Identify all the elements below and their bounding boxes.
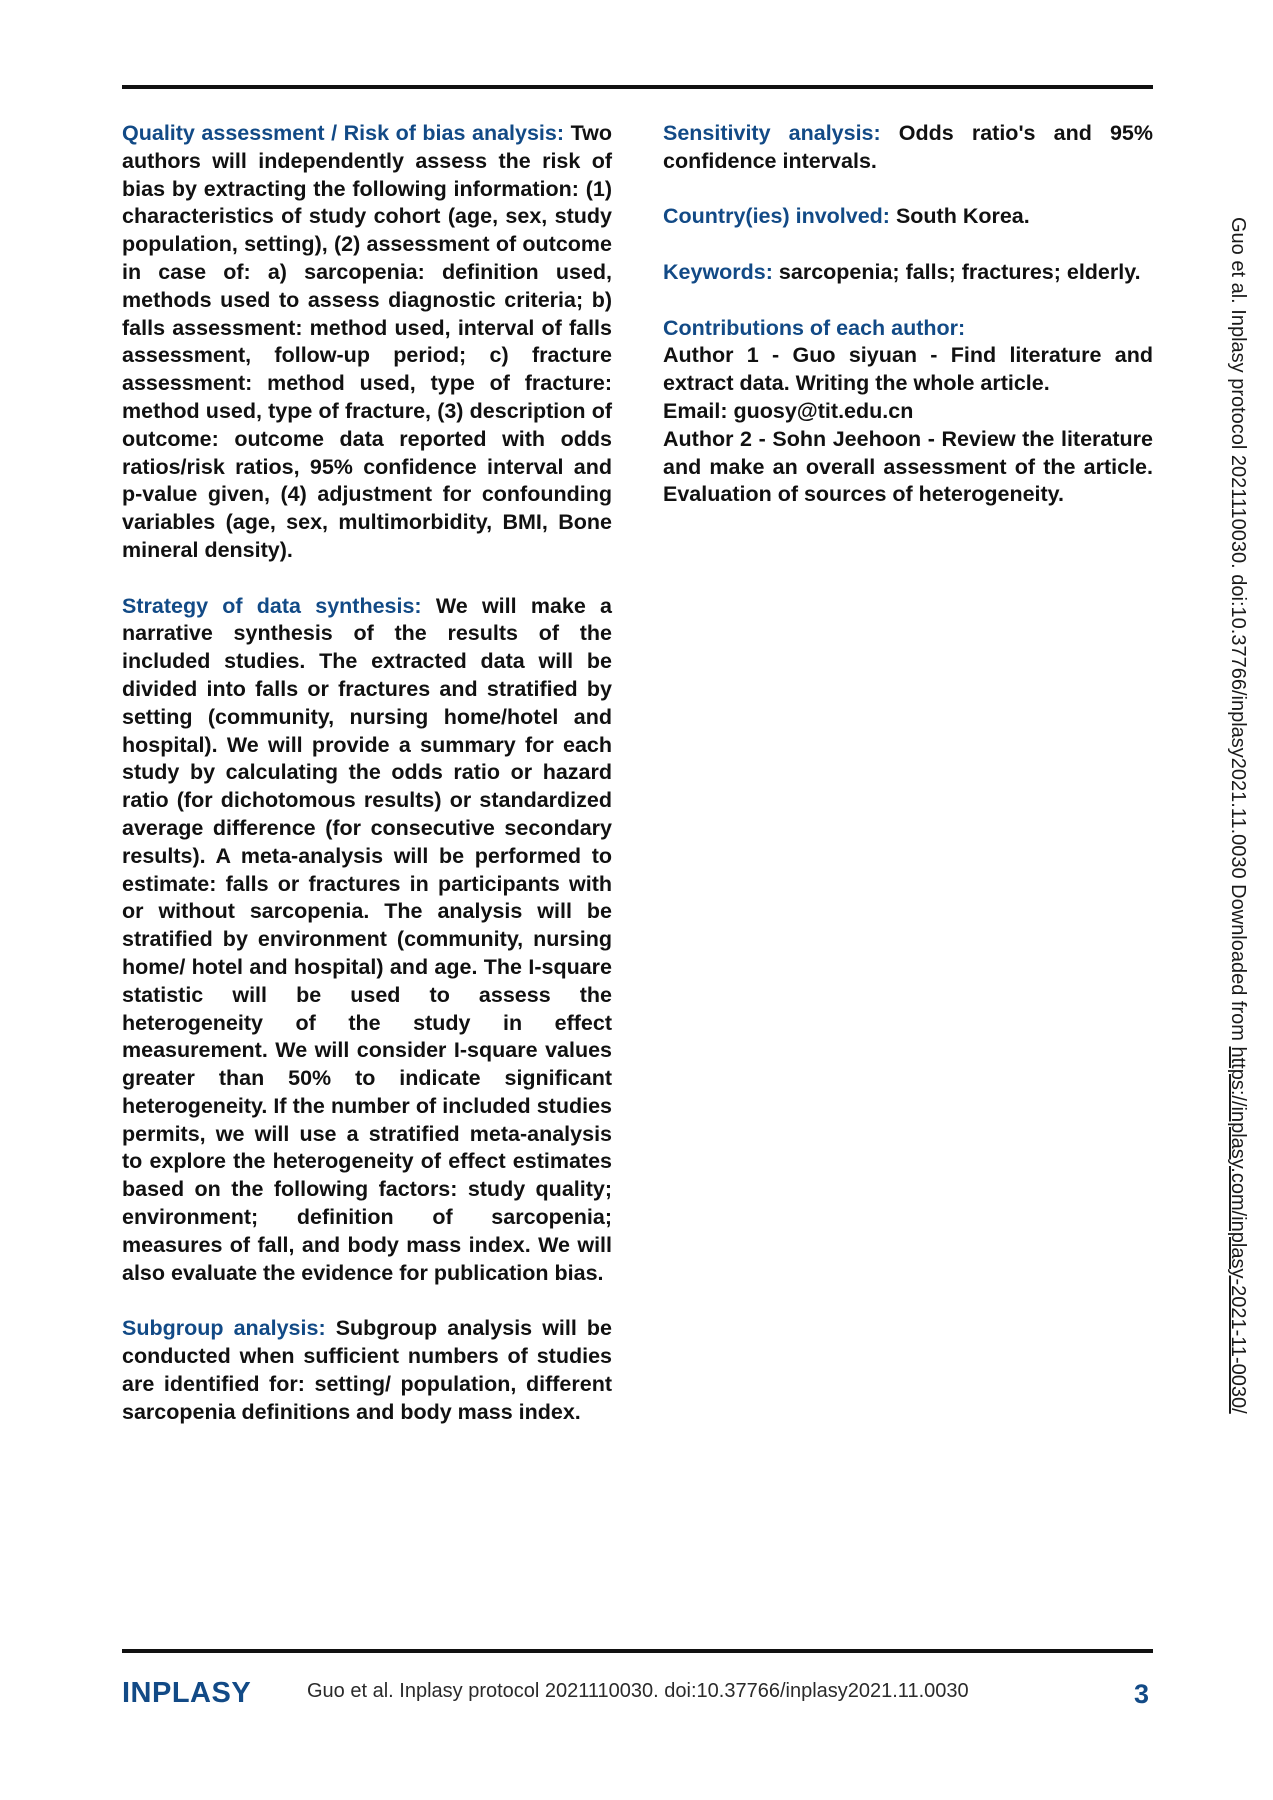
strategy-section (122, 593, 612, 1288)
left-column (122, 120, 612, 1454)
country-heading: Country(ies) involved: (663, 204, 890, 229)
bottom-rule (122, 1649, 1153, 1653)
side-note-link[interactable]: https://inplasy.com/inplasy-2021-11-0030/ (1227, 1046, 1249, 1414)
country-section (663, 203, 1153, 231)
subgroup-text: Subgroup analysis will be conducted when sufficient numbers of studies are identified for: setting/ population, different sarcopenia definitions and body mass index. (122, 1316, 612, 1424)
strategy-text: We will make a narrative synthesis of the results of the included studies. The extracted data will be divided into falls or fractures and stratified by setting (community, nursing home/hotel and hospital). We will provide a summary for each study by calculating the odds ratio or hazard ratio (for dichotomous results) or standardized average difference (for consecutive secondary results). A meta-analysis will be performed to estimate: falls or fractures in participants with or without sarcopenia. The analysis will be stratified by environment (community, nursing home/ hotel and hospital) and age. The I-square statistic will be used to assess the heterogeneity of the study in effect measurement. We will consider I-square values greater than 50% to indicate significant heterogeneity. If the number of included studies permits, we will use a stratified meta-analysis to explore the heterogeneity of effect estimates based on the following factors: study quality; environment; definition of sarcopenia; measures of fall, and body mass index. We will also evaluate the evidence for publication bias. (122, 593, 613, 1285)
author-1-contribution: Author 1 - Guo siyuan - Find literature and extract data. Writing the whole article. (663, 343, 1153, 396)
strategy-heading: Strategy of data synthesis: (122, 593, 422, 618)
quality-assessment-section (122, 120, 612, 565)
author-email: Email: guosy@tit.edu.cn (663, 398, 914, 423)
keywords-heading: Keywords: (663, 259, 773, 284)
keywords-text: sarcopenia; falls; fractures; elderly. (778, 259, 1141, 284)
footer-citation: Guo et al. Inplasy protocol 2021110030. doi:10.37766/inplasy2021.11.0030 (307, 1680, 969, 1702)
quality-assessment-text: Two authors will independently assess the risk of bias by extracting the following information: (1) characteristics of study cohort (age, sex, study population, setting), (2) assessment of outcome in case of: a) sarcopenia: definition used, methods used to assess diagnostic criteria; b) falls assessment: method used, interval of falls assessment, follow-up period; c) fracture assessment: method used, type of fracture: method used, type of fracture, (3) description of outcome: outcome data reported with odds ratios/risk ratios, 95% confidence interval and p-value given, (4) adjustment for confounding variables (age, sex, multimorbidity, BMI, Bone mineral density). (122, 121, 612, 562)
keywords-section (663, 259, 1153, 287)
side-download-note (1226, 217, 1250, 1517)
sensitivity-heading: Sensitivity analysis: (663, 121, 881, 145)
country-text: South Korea. (895, 204, 1030, 229)
subgroup-section (122, 1315, 612, 1426)
contributions-heading: Contributions of each author: (663, 315, 966, 340)
author-2-contribution: Author 2 - Sohn Jeehoon - Review the literature and make an overall assessment of the article. Evaluation of sources of heterogeneity. (663, 426, 1153, 507)
top-rule (122, 85, 1153, 89)
sensitivity-section (663, 120, 1153, 176)
right-column (663, 120, 1153, 537)
page-number: 3 (1134, 1679, 1150, 1709)
quality-assessment-heading: Quality assessment / Risk of bias analysis: (122, 121, 565, 145)
sensitivity-text: Odds ratio's and 95% confidence intervals. (663, 121, 1153, 173)
footer-brand-logo: INPLASY (122, 1677, 252, 1709)
side-note-text: Guo et al. Inplasy protocol 2021110030. doi:10.37766/inplasy2021.11.0030 Downloaded from (1227, 217, 1249, 1047)
contributions-section (663, 315, 1153, 510)
subgroup-heading: Subgroup analysis: (122, 1316, 326, 1341)
